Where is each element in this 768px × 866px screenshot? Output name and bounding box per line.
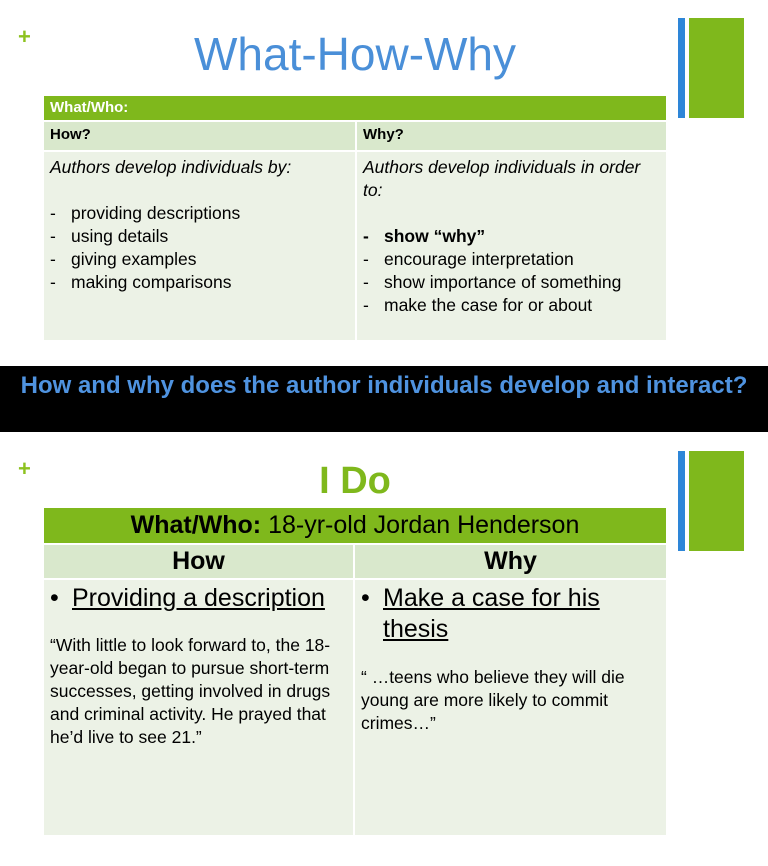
- why-cell: [356, 151, 666, 340]
- plus-icon: +: [18, 456, 31, 481]
- why-header: Why?: [356, 121, 666, 151]
- why-list: [363, 225, 660, 317]
- what-who-value: 18-yr-old Jordan Henderson: [261, 511, 580, 539]
- what-who-header: What/Who:: [44, 96, 666, 121]
- list-item: - encourage interpretation: [363, 248, 660, 271]
- slide-title: I Do: [319, 460, 391, 502]
- how-intro: Authors develop individuals by:: [50, 157, 292, 177]
- slide-what-how-why: [0, 0, 768, 366]
- why-quote: “ …teens who believe they will die young are more likely to commit crimes…”: [361, 667, 625, 733]
- plus-icon: +: [18, 24, 31, 49]
- what-how-why-table: [44, 96, 666, 340]
- how-header: How?: [44, 121, 356, 151]
- how-header: How: [44, 544, 354, 579]
- list-item: - giving examples: [50, 248, 349, 271]
- why-header: Why: [354, 544, 666, 579]
- why-bullet: • Make a case for his thesis: [361, 583, 660, 645]
- question-banner: [0, 366, 768, 432]
- list-item: - using details: [50, 225, 349, 248]
- how-cell: [44, 579, 354, 835]
- how-quote: “With little to look forward to, the 18-year-old began to pursue short-term successes, getting involved in drugs and criminal activity. He prayed that he’d live to see 21.”: [50, 635, 331, 747]
- how-bullet: • Providing a description: [50, 583, 347, 614]
- how-cell: [44, 151, 356, 340]
- what-who-label: What/Who:: [130, 511, 262, 539]
- list-item: - making comparisons: [50, 271, 349, 294]
- slide-title: What-How-Why: [193, 28, 517, 80]
- list-item: - make the case for or about: [363, 294, 660, 317]
- list-item: - show “why”: [363, 225, 660, 248]
- question-text: How and why does the author individuals develop and interact?: [20, 372, 748, 399]
- slide-i-do: [0, 432, 768, 866]
- list-item: - show importance of something: [363, 271, 660, 294]
- list-item: - providing descriptions: [50, 202, 349, 225]
- what-who-header: [44, 508, 666, 544]
- why-cell: [354, 579, 666, 835]
- i-do-table: [44, 508, 666, 835]
- why-intro: Authors develop individuals in order to:: [363, 157, 641, 200]
- how-list: [50, 202, 349, 294]
